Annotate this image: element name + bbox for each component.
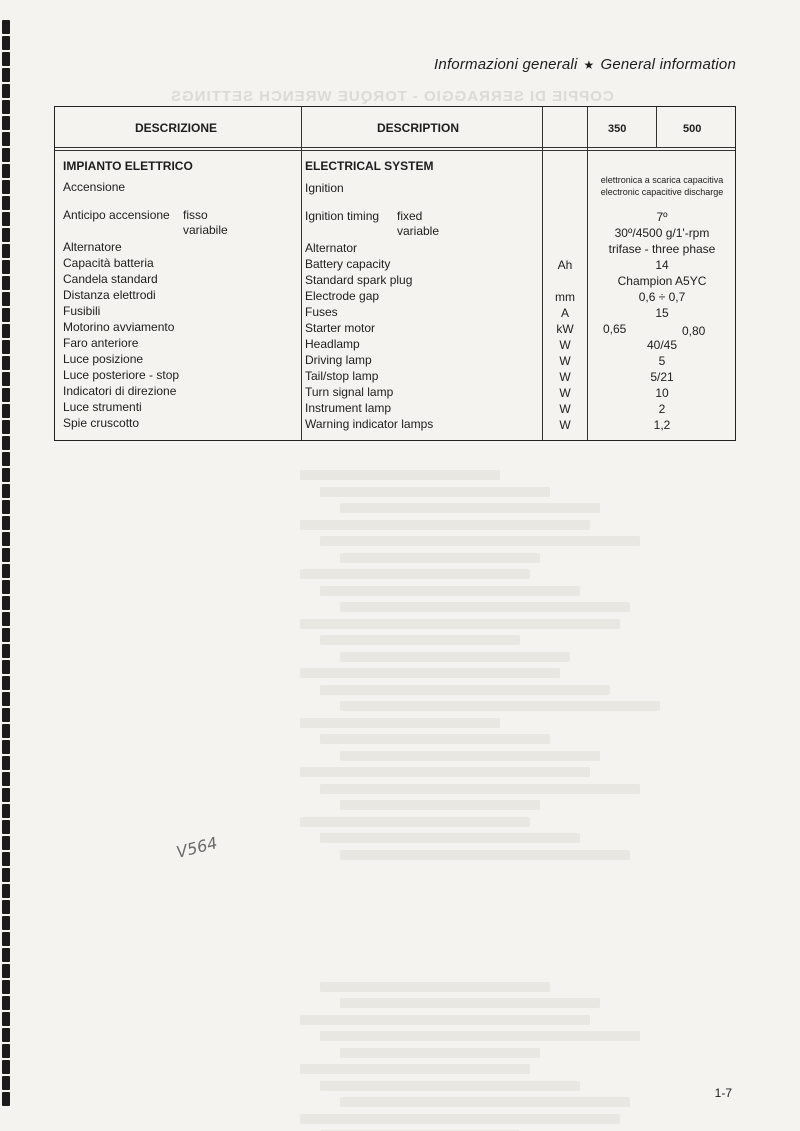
binding-hole [2, 68, 10, 82]
binding-hole [2, 388, 10, 402]
spec-table [54, 106, 736, 441]
ghost-row [300, 1114, 620, 1124]
ghost-row [340, 1097, 630, 1107]
row-value: 10 [655, 386, 669, 400]
star-icon: ★ [583, 58, 595, 72]
column-divider [656, 107, 657, 148]
binding-hole [2, 324, 10, 338]
section-title-en: ELECTRICAL SYSTEM [305, 159, 434, 173]
ghost-row [320, 982, 550, 992]
ghost-row [340, 701, 660, 711]
binding-hole [2, 260, 10, 274]
binding-hole [2, 868, 10, 882]
binding-hole [2, 996, 10, 1010]
row-value: 0,6 ÷ 0,7 [638, 290, 686, 304]
ghost-row [300, 470, 500, 480]
row-label-en: Ignition timing [305, 209, 380, 223]
row-value: 5 [658, 354, 666, 368]
row-label-en: Tail/stop lamp [305, 369, 379, 383]
section-title-it: IMPIANTO ELETTRICO [63, 159, 193, 173]
header-italian: Informazioni generali [434, 56, 578, 73]
binding-hole [2, 196, 10, 210]
page-number: 1-7 [714, 1086, 732, 1100]
binding-hole [2, 132, 10, 146]
row-value: 40/45 [646, 338, 678, 352]
binding-hole [2, 884, 10, 898]
row-label-it: Faro anteriore [63, 336, 139, 350]
binding-hole [2, 420, 10, 434]
binding-hole [2, 948, 10, 962]
binding-hole [2, 772, 10, 786]
ghost-row [320, 586, 580, 596]
binding-hole [2, 612, 10, 626]
row-label-en: Instrument lamp [305, 401, 392, 415]
row-label-en: Ignition [305, 181, 344, 195]
row-label-en: Warning indicator lamps [305, 417, 434, 431]
column-divider [301, 107, 302, 440]
binding-hole [2, 452, 10, 466]
row-label-it: Anticipo accensione [63, 208, 170, 222]
binding-hole [2, 292, 10, 306]
ghost-row [340, 850, 630, 860]
page-header [434, 56, 736, 73]
row-unit: W [559, 370, 571, 384]
row-label-en: Battery capacity [305, 257, 391, 271]
ghost-text: COPPIE DI SERRAGGIO - TORQUE WRENCH SETTINGS [170, 88, 614, 105]
row-label-en: Starter motor [305, 321, 376, 335]
binding-hole [2, 708, 10, 722]
row-value: Champion A5YC [617, 274, 707, 288]
ghost-row [320, 784, 640, 794]
binding-hole [2, 980, 10, 994]
binding-hole [2, 596, 10, 610]
ghost-row [300, 668, 560, 678]
binding-hole [2, 148, 10, 162]
binding-hole [2, 676, 10, 690]
binding-hole [2, 340, 10, 354]
binding-hole [2, 740, 10, 754]
ghost-row [300, 767, 590, 777]
binding-hole [2, 964, 10, 978]
row-value-350: 0,65 [603, 322, 627, 336]
row-sublabel-it: fisso [183, 208, 208, 222]
row-label-it: Motorino avviamento [63, 320, 175, 334]
row-label-it: Capacità batteria [63, 256, 154, 270]
row-sublabel-it: variabile [183, 223, 228, 237]
binding-hole [2, 820, 10, 834]
binding-hole [2, 692, 10, 706]
binding-hole [2, 164, 10, 178]
header-description: DESCRIPTION [377, 121, 460, 135]
ghost-row [340, 751, 600, 761]
binding-hole [2, 724, 10, 738]
ghost-row [340, 503, 600, 513]
row-unit: W [559, 354, 571, 368]
ghost-row [300, 619, 620, 629]
header-500: 500 [683, 123, 702, 135]
binding-hole [2, 836, 10, 850]
ghost-row [320, 685, 610, 695]
binding-hole [2, 628, 10, 642]
binding-hole [2, 1028, 10, 1042]
binding-hole [2, 276, 10, 290]
binding-hole [2, 180, 10, 194]
row-label-it: Accensione [63, 180, 126, 194]
binding-hole [2, 564, 10, 578]
row-label-it: Fusibili [63, 304, 101, 318]
binding-hole [2, 436, 10, 450]
binding-hole [2, 660, 10, 674]
row-label-it: Spie cruscotto [63, 416, 140, 430]
row-label-en: Turn signal lamp [305, 385, 394, 399]
row-unit: Ah [557, 258, 573, 272]
binding-hole [2, 52, 10, 66]
ghost-row [300, 569, 530, 579]
row-value: trifase - three phase [608, 242, 716, 256]
row-value: 7º [656, 210, 668, 224]
spiral-binding [0, 20, 14, 1120]
ghost-row [320, 833, 580, 843]
binding-hole [2, 100, 10, 114]
binding-hole [2, 308, 10, 322]
ghost-row [320, 1081, 580, 1091]
row-value: 2 [658, 402, 666, 416]
binding-hole [2, 468, 10, 482]
row-label-it: Indicatori di direzione [63, 384, 177, 398]
binding-hole [2, 1060, 10, 1074]
header-divider [55, 147, 735, 148]
ghost-row [300, 1015, 590, 1025]
row-value: 30º/4500 g/1'-rpm [614, 226, 710, 240]
row-unit: W [559, 402, 571, 416]
binding-hole [2, 852, 10, 866]
header-descrizione: DESCRIZIONE [135, 121, 218, 135]
row-label-en: Driving lamp [305, 353, 372, 367]
row-label-it: Distanza elettrodi [63, 288, 156, 302]
row-label-en: Electrode gap [305, 289, 380, 303]
binding-hole [2, 500, 10, 514]
binding-hole [2, 788, 10, 802]
binding-hole [2, 484, 10, 498]
ghost-row [300, 718, 500, 728]
ghost-row [300, 1064, 530, 1074]
ghost-row [340, 553, 540, 563]
binding-hole [2, 212, 10, 226]
binding-hole [2, 116, 10, 130]
binding-hole [2, 580, 10, 594]
row-label-en: Headlamp [305, 337, 360, 351]
ghost-row [340, 800, 540, 810]
binding-hole [2, 1012, 10, 1026]
ghost-row [320, 536, 640, 546]
row-value: 15 [655, 306, 669, 320]
ghost-row [340, 652, 570, 662]
binding-hole [2, 916, 10, 930]
row-label-it: Alternatore [63, 240, 122, 254]
row-label-it: Luce posteriore - stop [63, 368, 180, 382]
binding-hole [2, 356, 10, 370]
binding-hole [2, 516, 10, 530]
row-label-it: Luce posizione [63, 352, 144, 366]
row-unit: kW [556, 322, 574, 336]
binding-hole [2, 1076, 10, 1090]
ghost-row [340, 998, 600, 1008]
binding-hole [2, 1092, 10, 1106]
header-divider [55, 150, 735, 151]
row-value: 5/21 [650, 370, 674, 384]
header-english: General information [600, 56, 736, 73]
ghost-row [320, 487, 550, 497]
binding-hole [2, 756, 10, 770]
row-unit: W [559, 386, 571, 400]
binding-hole [2, 548, 10, 562]
row-unit: W [559, 338, 571, 352]
ghost-row [320, 1031, 640, 1041]
row-value: electronic capacitive discharge [600, 187, 724, 197]
row-label-en: Fuses [305, 305, 338, 319]
ghost-row [320, 734, 550, 744]
row-unit: A [560, 306, 569, 320]
binding-hole [2, 932, 10, 946]
binding-hole [2, 84, 10, 98]
binding-hole [2, 36, 10, 50]
ghost-row [300, 817, 530, 827]
binding-hole [2, 532, 10, 546]
row-label-en: Alternator [305, 241, 358, 255]
row-value: 14 [655, 258, 669, 272]
row-sublabel-en: variable [397, 224, 440, 238]
binding-hole [2, 228, 10, 242]
binding-hole [2, 1044, 10, 1058]
row-value-500: 0,80 [682, 324, 706, 338]
row-value: 1,2 [653, 418, 671, 432]
binding-hole [2, 644, 10, 658]
row-unit: W [559, 418, 571, 432]
row-sublabel-en: fixed [397, 209, 423, 223]
row-value: elettronica a scarica capacitiva [600, 175, 724, 185]
row-label-it: Luce strumenti [63, 400, 142, 414]
binding-hole [2, 900, 10, 914]
binding-hole [2, 404, 10, 418]
row-label-it: Candela standard [63, 272, 158, 286]
binding-hole [2, 20, 10, 34]
row-unit: mm [555, 290, 575, 304]
row-label-en: Standard spark plug [305, 273, 413, 287]
binding-hole [2, 244, 10, 258]
binding-hole [2, 804, 10, 818]
binding-hole [2, 372, 10, 386]
ghost-row [300, 520, 590, 530]
ghost-row [340, 602, 630, 612]
ghost-row [320, 635, 520, 645]
ghost-row [340, 1048, 540, 1058]
header-350: 350 [608, 123, 627, 135]
handwritten-note: V564 [174, 833, 220, 862]
